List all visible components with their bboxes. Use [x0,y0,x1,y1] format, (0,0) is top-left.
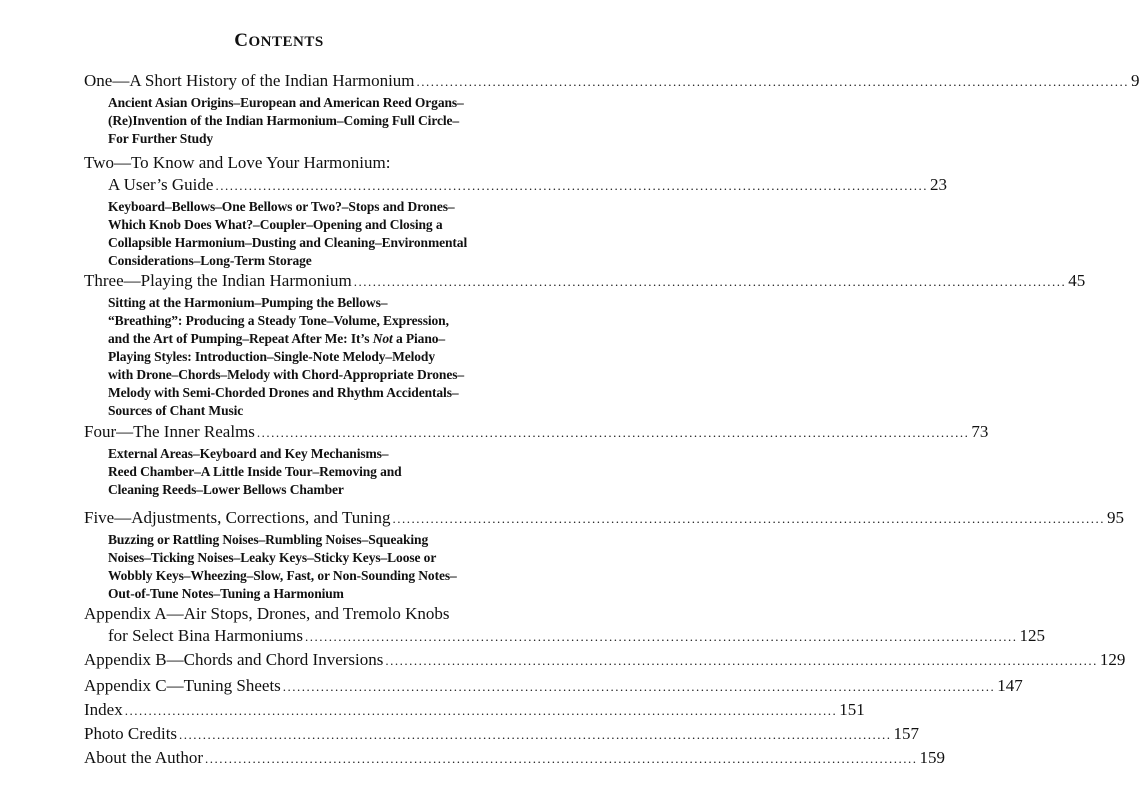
toc-title-line [84,270,1086,293]
toc-subtopic-line: Reed Chamber–A Little Inside Tour–Removing and [108,464,402,479]
toc-subtopic-line: Cleaning Reeds–Lower Bellows Chamber [108,482,344,497]
toc-title-line [84,699,865,722]
toc-subtopic-line: “Breathing”: Producing a Steady Tone–Volume, Expression, [108,313,449,328]
toc-title-line [84,70,1140,93]
toc-subtopic-line: Buzzing or Rattling Noises–Rumbling Noises–Squeaking [108,532,429,547]
toc-entry [84,699,865,722]
toc-subtopic-line: Melody with Semi-Chorded Drones and Rhythm Accidentals– [108,385,459,400]
toc-subtopics [84,198,502,270]
toc-subtopic-line: (Re)Invention of the Indian Harmonium–Coming Full Circle– [108,113,460,128]
toc-subtopics [84,294,502,420]
toc-subtopic-line: Ancient Asian Origins–European and American Reed Organs– [108,95,464,110]
toc-title-text: Two—To Know and Love Your Harmonium: [84,153,391,172]
toc-title-line [84,747,945,770]
toc-title-line [84,723,920,746]
toc-title-line [84,421,989,444]
toc-entry [84,270,1086,420]
dot-leader: ...................................................................................................................................................... [385,653,1098,668]
dot-leader: ...................................................................................................................................................... [256,425,970,440]
toc-page-number: 157 [893,724,920,743]
toc-title-line [84,507,1124,530]
toc-subtopic-line: For Further Study [108,131,214,146]
toc-subtopic-line: Out-of-Tune Notes–Tuning a Harmonium [108,586,344,601]
toc-page-number: 159 [919,748,945,767]
page-title-initial: C [234,30,249,51]
toc-title-text: Appendix A—Air Stops, Drones, and Tremolo Knobs [84,604,450,623]
toc-title-text: Five—Adjustments, Corrections, and Tuning [84,508,391,527]
dot-leader: ...................................................................................................................................................... [215,178,928,193]
toc-subtopic-line: Which Knob Does What?–Coupler–Opening and Closing a [108,217,443,232]
toc-entry [84,723,920,746]
toc-title-text: A User’s Guide [108,175,214,194]
toc-page-number: 129 [1099,650,1126,669]
toc-subtopics [84,531,502,603]
toc-page-number: 9 [1131,71,1140,90]
toc-title-line [84,675,1023,698]
toc-title-line [84,625,1045,648]
toc-page-number: 151 [839,700,865,719]
toc-entry [84,747,945,770]
toc-subtopic-line: Sitting at the Harmonium–Pumping the Bellows– [108,295,388,310]
toc-title-line [84,174,947,197]
toc-entry [84,603,1045,648]
dot-leader: ...................................................................................................................................................... [416,74,1130,89]
toc-subtopic-line: Keyboard–Bellows–One Bellows or Two?–Stops and Drones– [108,199,455,214]
toc-page-number: 73 [971,422,989,441]
toc-entry [84,152,947,270]
toc-title-text: About the Author [84,748,203,767]
dot-leader: ...................................................................................................................................................... [124,703,838,718]
toc-entry [84,649,1126,672]
dot-leader: ...................................................................................................................................................... [205,751,918,766]
toc-entry [84,421,989,499]
toc-page-number: 95 [1106,508,1124,527]
toc-title-text: One—A Short History of the Indian Harmonium [84,71,415,90]
dot-leader: ...................................................................................................................................................... [353,274,1067,289]
toc-subtopic-line: External Areas–Keyboard and Key Mechanisms– [108,446,389,461]
toc-title-text: Index [84,700,123,719]
dot-leader: ...................................................................................................................................................... [392,511,1105,526]
toc-subtopic-line: and the Art of Pumping–Repeat After Me: It’s Not a Piano– [108,331,446,346]
toc-title-text: Four—The Inner Realms [84,422,255,441]
toc-page-number: 23 [929,175,947,194]
toc-subtopic-line: Collapsible Harmonium–Dusting and Cleaning–Environmental [108,235,468,250]
dot-leader: ...................................................................................................................................................... [179,727,892,742]
toc-subtopics [84,445,502,499]
toc-subtopic-line: Noises–Ticking Noises–Leaky Keys–Sticky Keys–Loose or [108,550,437,565]
toc-title-text: for Select Bina Harmoniums [108,626,303,645]
toc-subtopic-line: with Drone–Chords–Melody with Chord-Appropriate Drones– [108,367,465,382]
toc-entry [84,70,1140,148]
toc-page-number: 45 [1068,271,1086,290]
toc-page-number: 147 [997,676,1023,695]
dot-leader: ...................................................................................................................................................... [282,679,996,694]
toc-title-line [84,649,1126,672]
toc-subtopic-line: Considerations–Long-Term Storage [108,253,312,268]
toc-title-line [84,603,502,625]
toc-subtopics [84,94,502,148]
toc-entry [84,507,1124,603]
page-title [0,30,558,52]
toc-entry [84,675,1023,698]
toc-title-text: Three—Playing the Indian Harmonium [84,271,352,290]
dot-leader: ...................................................................................................................................................... [305,629,1018,644]
toc-subtopic-line: Sources of Chant Music [108,403,244,418]
page-title-rest: ONTENTS [248,34,324,50]
toc-title-text: Photo Credits [84,724,178,743]
toc-subtopic-line: Wobbly Keys–Wheezing–Slow, Fast, or Non-Sounding Notes– [108,568,457,583]
toc-title-text: Appendix B—Chords and Chord Inversions [84,650,384,669]
toc-page-number: 125 [1019,626,1045,645]
toc-subtopic-line: Playing Styles: Introduction–Single-Note Melody–Melody [108,349,435,364]
toc-title-line [84,152,502,174]
toc-title-text: Appendix C—Tuning Sheets [84,676,281,695]
